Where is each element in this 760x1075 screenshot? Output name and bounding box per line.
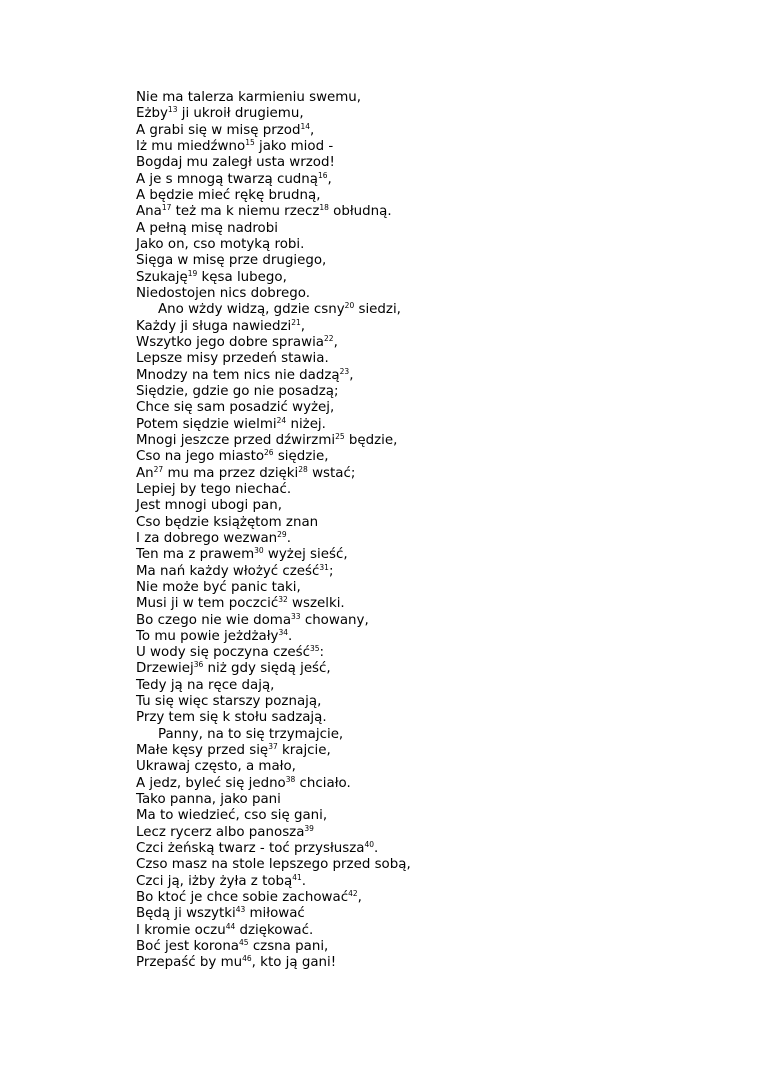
line-text: . bbox=[301, 873, 307, 889]
poem-line bbox=[136, 204, 411, 220]
poem-line bbox=[136, 759, 411, 775]
footnote-marker[interactable]: 30 bbox=[254, 546, 264, 556]
poem-line bbox=[136, 955, 411, 971]
line-text: I kromie oczu bbox=[136, 922, 226, 938]
line-text: niżej. bbox=[286, 416, 326, 432]
poem-line bbox=[136, 368, 411, 384]
line-text: wstać; bbox=[307, 465, 356, 481]
poem-line bbox=[136, 743, 411, 759]
line-text: Bo ktoć je chce sobie zachować bbox=[136, 890, 349, 906]
poem-line bbox=[136, 351, 411, 367]
line-text: Szukaję bbox=[136, 269, 188, 285]
line-text: Małe kęsy przed się bbox=[136, 743, 269, 759]
line-text: ; bbox=[328, 563, 334, 579]
poem-line bbox=[136, 433, 411, 449]
line-text: wszelki. bbox=[287, 596, 345, 612]
line-text: Ten ma z prawem bbox=[136, 547, 255, 563]
line-text: Chce się sam posadzić wyżej, bbox=[136, 400, 335, 416]
line-text: Ana bbox=[136, 204, 162, 220]
line-text: Jest mnogi ubogi pan, bbox=[136, 498, 282, 514]
poem-line bbox=[136, 319, 411, 335]
footnote-marker[interactable]: 26 bbox=[264, 448, 274, 458]
footnote-marker[interactable]: 32 bbox=[278, 595, 288, 605]
poem-line bbox=[136, 188, 411, 204]
poem-line bbox=[136, 253, 411, 269]
line-text: . bbox=[288, 628, 293, 644]
poem-line bbox=[136, 384, 411, 400]
line-text: , bbox=[300, 318, 306, 334]
poem-line bbox=[136, 547, 411, 563]
poem-line bbox=[136, 106, 411, 122]
footnote-marker[interactable]: 29 bbox=[277, 529, 287, 539]
poem-line bbox=[136, 857, 411, 873]
line-text: Jako on, cso motyką robi. bbox=[136, 236, 305, 252]
poem-line bbox=[136, 302, 411, 318]
line-text: Czci żeńską twarz - toć przysłusza bbox=[136, 841, 365, 857]
footnote-marker[interactable]: 33 bbox=[291, 611, 301, 621]
footnote-marker[interactable]: 19 bbox=[187, 268, 198, 278]
line-text: Bo czego nie wie doma bbox=[136, 612, 292, 628]
poem-line bbox=[136, 678, 411, 694]
poem-line bbox=[136, 155, 411, 171]
line-text: I za dobrego wezwan bbox=[136, 530, 278, 546]
footnote-marker[interactable]: 22 bbox=[324, 333, 334, 343]
line-text: Wszytko jego dobre sprawia bbox=[136, 334, 325, 350]
poem-line bbox=[136, 270, 411, 286]
poem-line bbox=[136, 825, 411, 841]
line-text: Ano wżdy widzą, gdzie csny bbox=[158, 302, 345, 318]
footnote-marker[interactable]: 15 bbox=[245, 137, 255, 147]
line-text: : bbox=[319, 645, 325, 661]
line-text: niż gdy siędą jeść, bbox=[203, 661, 331, 677]
footnote-marker[interactable]: 44 bbox=[225, 921, 236, 931]
line-text: Mnodzy na tem nics nie dadzą bbox=[136, 367, 340, 383]
line-text: obłudną. bbox=[328, 204, 392, 220]
footnote-marker[interactable]: 27 bbox=[153, 464, 164, 474]
line-text: jako miod - bbox=[254, 138, 334, 154]
footnote-marker[interactable]: 13 bbox=[167, 105, 178, 115]
footnote-marker[interactable]: 16 bbox=[318, 170, 328, 180]
line-text: Ukrawaj często, a mało, bbox=[136, 759, 296, 775]
line-text: Każdy ji sługa nawiedzi bbox=[136, 318, 292, 334]
footnote-marker[interactable]: 25 bbox=[335, 431, 345, 441]
footnote-marker[interactable]: 18 bbox=[319, 203, 329, 213]
footnote-marker[interactable]: 24 bbox=[276, 415, 287, 425]
poem-line bbox=[136, 727, 411, 743]
line-text: ji ukroił drugiemu, bbox=[177, 106, 304, 122]
footnote-marker[interactable]: 42 bbox=[348, 889, 358, 899]
line-text: Tako panna, jako pani bbox=[136, 792, 281, 808]
footnote-marker[interactable]: 34 bbox=[278, 627, 288, 637]
line-text: . bbox=[286, 530, 291, 546]
poem-line bbox=[136, 776, 411, 792]
line-text: mu ma przez dzięki bbox=[163, 465, 299, 481]
line-text: , kto ją gani! bbox=[251, 955, 337, 971]
footnote-marker[interactable]: 41 bbox=[292, 872, 302, 882]
poem-line bbox=[136, 139, 411, 155]
line-text: Musi ji w tem poczcić bbox=[136, 596, 279, 612]
poem-line bbox=[136, 596, 411, 612]
line-text: , bbox=[327, 171, 332, 187]
footnote-marker[interactable]: 28 bbox=[298, 464, 308, 474]
line-text: Eżby bbox=[136, 106, 168, 122]
poem-line bbox=[136, 531, 411, 547]
poem-line bbox=[136, 498, 411, 514]
line-text: Ma nań każdy włożyć cześć bbox=[136, 563, 320, 579]
line-text: A pełną misę nadrobi bbox=[136, 220, 278, 236]
poem-line bbox=[136, 923, 411, 939]
line-text: Przy tem się k stołu sadzają. bbox=[136, 710, 327, 726]
poem-line bbox=[136, 890, 411, 906]
line-text: Lepiej by tego niechać. bbox=[136, 481, 292, 497]
line-text: U wody się poczyna cześć bbox=[136, 645, 310, 661]
line-text: Cso będzie książętom znan bbox=[136, 514, 319, 530]
poem-line bbox=[136, 564, 411, 580]
line-text: . bbox=[374, 841, 379, 857]
line-text: , bbox=[333, 334, 338, 350]
poem-line bbox=[136, 417, 411, 433]
poem-line bbox=[136, 580, 411, 596]
footnote-marker[interactable]: 31 bbox=[319, 562, 329, 572]
line-text: Lepsze misy przedeń stawia. bbox=[136, 351, 329, 367]
poem-line bbox=[136, 335, 411, 351]
line-text: dziękować. bbox=[235, 922, 314, 938]
line-text: będzie, bbox=[344, 432, 398, 448]
footnote-marker[interactable]: 23 bbox=[339, 366, 350, 376]
line-text: A je s mnogą twarzą cudną bbox=[136, 171, 318, 187]
line-text: Boć jest korona bbox=[136, 939, 240, 955]
line-text: Tedy ją na ręce dają, bbox=[136, 677, 275, 693]
line-text: Lecz rycerz albo panosza bbox=[136, 824, 305, 840]
line-text: Nie może być panic taki, bbox=[136, 579, 301, 595]
line-text: Panny, na to się trzymajcie, bbox=[158, 726, 344, 742]
line-text: Iż mu miedźwno bbox=[136, 138, 246, 154]
poem-line bbox=[136, 906, 411, 922]
line-text: Będą ji wszytki bbox=[136, 906, 236, 922]
poem-line bbox=[136, 237, 411, 253]
line-text: Czso masz na stole lepszego przed sobą, bbox=[136, 857, 411, 873]
footnote-marker[interactable]: 46 bbox=[242, 954, 252, 964]
poem-line bbox=[136, 172, 411, 188]
line-text: , bbox=[349, 367, 354, 383]
line-text: miłować bbox=[245, 906, 305, 922]
footnote-marker[interactable]: 37 bbox=[268, 742, 278, 752]
poem-text bbox=[136, 90, 411, 972]
poem-line bbox=[136, 939, 411, 955]
line-text: Bogdaj mu zaległ usta wrzod! bbox=[136, 155, 335, 171]
line-text: Mnogi jeszcze przed dźwirzmi bbox=[136, 432, 336, 448]
poem-line bbox=[136, 515, 411, 531]
footnote-marker[interactable]: 45 bbox=[239, 938, 249, 948]
line-text: Ma to wiedzieć, cso się gani, bbox=[136, 808, 328, 824]
line-text: A będzie mieć rękę brudną, bbox=[136, 187, 321, 203]
poem-line bbox=[136, 400, 411, 416]
poem-line bbox=[136, 221, 411, 237]
line-text: krajcie, bbox=[277, 743, 331, 759]
footnote-marker[interactable]: 38 bbox=[285, 774, 296, 784]
line-text: To mu powie jeżdżały bbox=[136, 628, 279, 644]
poem-line bbox=[136, 482, 411, 498]
poem-line bbox=[136, 694, 411, 710]
line-text: wyżej sieść, bbox=[263, 547, 348, 563]
line-text: , bbox=[310, 122, 315, 138]
poem-line bbox=[136, 466, 411, 482]
line-text: kęsa lubego, bbox=[197, 269, 287, 285]
poem-line bbox=[136, 874, 411, 890]
footnote-marker[interactable]: 43 bbox=[235, 905, 246, 915]
footnote-marker[interactable]: 39 bbox=[304, 823, 314, 833]
line-text: też ma k niemu rzecz bbox=[171, 204, 320, 220]
line-text: Tu się więc starszy poznają, bbox=[136, 694, 322, 710]
footnote-marker[interactable]: 36 bbox=[193, 660, 204, 670]
poem-line bbox=[136, 661, 411, 677]
poem-line bbox=[136, 710, 411, 726]
line-text: czsna pani, bbox=[248, 939, 329, 955]
poem-line bbox=[136, 90, 411, 106]
line-text: chciało. bbox=[295, 775, 351, 791]
poem-line bbox=[136, 808, 411, 824]
line-text: chowany, bbox=[300, 612, 369, 628]
line-text: An bbox=[136, 465, 154, 481]
poem-line bbox=[136, 449, 411, 465]
footnote-marker[interactable]: 35 bbox=[310, 644, 320, 654]
footnote-marker[interactable]: 17 bbox=[161, 203, 172, 213]
poem-line bbox=[136, 123, 411, 139]
line-text: Przepaść by mu bbox=[136, 955, 243, 971]
line-text: Siędzie, gdzie go nie posadzą; bbox=[136, 383, 339, 399]
line-text: Drzewiej bbox=[136, 661, 194, 677]
poem-line bbox=[136, 841, 411, 857]
line-text: Sięga w misę prze drugiego, bbox=[136, 253, 327, 269]
line-text: Czci ją, iżby żyła z tobą bbox=[136, 873, 293, 889]
footnote-marker[interactable]: 40 bbox=[364, 840, 374, 850]
line-text: A grabi się w misę przod bbox=[136, 122, 301, 138]
line-text: A jedz, byleć się jedno bbox=[136, 775, 286, 791]
poem-line bbox=[136, 629, 411, 645]
line-text: Potem siędzie wielmi bbox=[136, 416, 277, 432]
footnote-marker[interactable]: 21 bbox=[291, 317, 301, 327]
footnote-marker[interactable]: 14 bbox=[300, 121, 311, 131]
poem-line bbox=[136, 645, 411, 661]
poem-line bbox=[136, 613, 411, 629]
line-text: Niedostojen nics dobrego. bbox=[136, 285, 310, 301]
footnote-marker[interactable]: 20 bbox=[344, 301, 355, 311]
line-text: siedzi, bbox=[354, 302, 401, 318]
line-text: , bbox=[357, 890, 362, 906]
line-text: Cso na jego miasto bbox=[136, 449, 265, 465]
line-text: siędzie, bbox=[273, 449, 329, 465]
line-text: Nie ma talerza karmieniu swemu, bbox=[136, 90, 362, 105]
poem-line bbox=[136, 286, 411, 302]
poem-line bbox=[136, 792, 411, 808]
